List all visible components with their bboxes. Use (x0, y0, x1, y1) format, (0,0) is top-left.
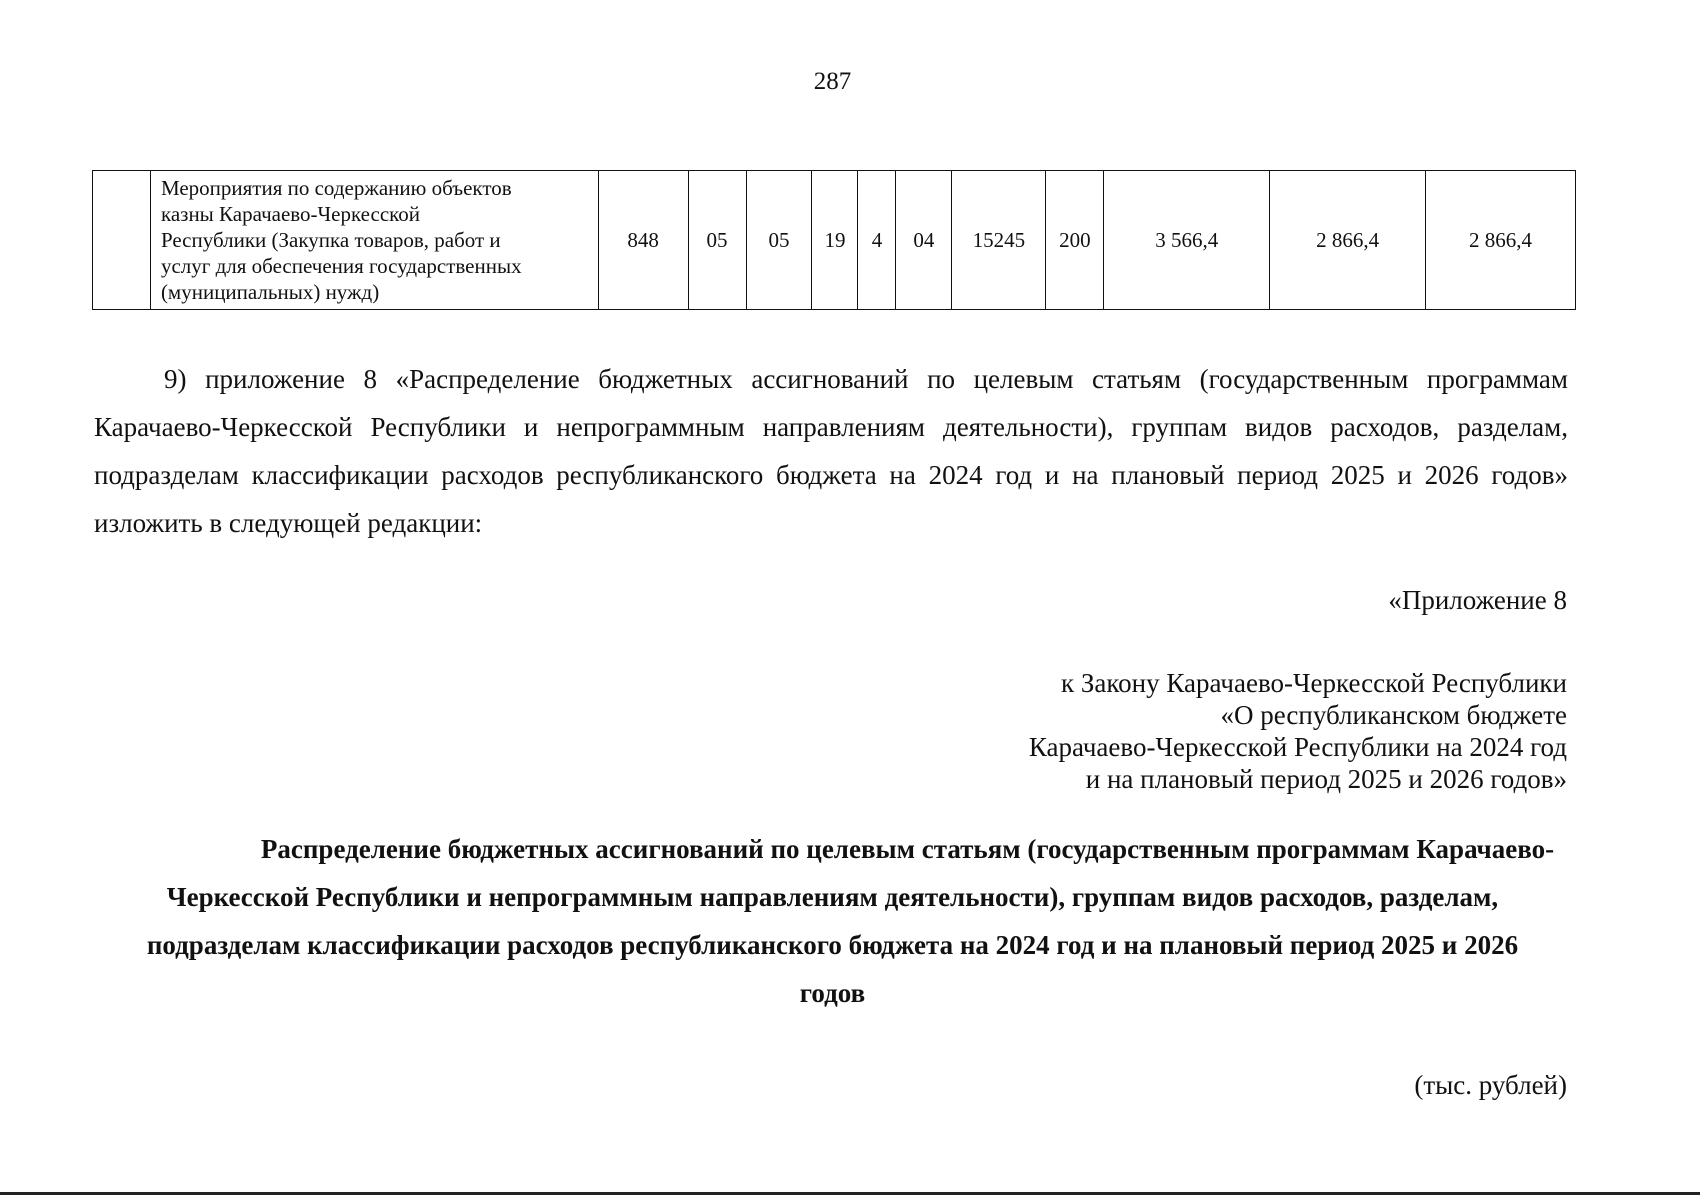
description-line: казны Карачаево-Черкесской (160, 202, 421, 226)
amount-cell-2026: 2 866,4 (1426, 171, 1576, 310)
title-line: Черкесской Республики и непрограммным направлениям деятельности), группам видов расходов, разделам, (166, 882, 1499, 912)
law-reference-line: Карачаево-Черкесской Республики на 2024 год (1028, 732, 1567, 762)
units-label: (тыс. рублей) (1414, 1070, 1567, 1100)
amount-cell-2025: 2 866,4 (1270, 171, 1426, 310)
appendix-label: «Приложение 8 (1388, 585, 1567, 615)
description-line: услуг для обеспечения государственных (160, 254, 522, 278)
law-reference (1029, 667, 1567, 795)
budget-table (92, 170, 1576, 310)
row-description-cell (150, 171, 598, 310)
law-reference-line: к Закону Карачаево-Черкесской Республики (1061, 668, 1567, 698)
code-cell-subprogram: 4 (858, 171, 896, 310)
table-row (93, 171, 1576, 310)
title-line: подразделам классификации расходов республиканского бюджета на 2024 год и на плановый период 2025 и 2026 (146, 930, 1519, 960)
document-title (0, 825, 1665, 1017)
description-line: Мероприятия по содержанию объектов (160, 176, 512, 200)
law-reference-line: и на плановый период 2025 и 2026 годов» (1085, 764, 1567, 794)
amendment-paragraph: 9) приложение 8 «Распределение бюджетных ассигнований по целевым статьям (государственным программам Карачаево-Черкесской Республики и непрограммным направлениям деятельности), группам видов расходов, разделам, подразделам классификации расходов республиканского бюджета на 2024 год и на плановый период 2025 и 2026 годов» изложить в следующей редакции: (94, 364, 1568, 538)
code-cell-ministry: 848 (598, 171, 688, 310)
title-line: годов (799, 978, 866, 1008)
title-line: Распределение бюджетных ассигнований по целевым статьям (государственным программам Карачаево- (260, 834, 1555, 864)
code-cell-subsection: 05 (746, 171, 812, 310)
code-cell-activity: 04 (896, 171, 952, 310)
row-number-cell (93, 171, 151, 310)
page-bottom-rule (0, 1192, 1700, 1195)
description-line: (муниципальных) нужд) (160, 280, 380, 304)
code-cell-direction: 15245 (952, 171, 1046, 310)
code-cell-section: 05 (688, 171, 746, 310)
law-reference-line: «О республиканском бюджете (1220, 700, 1567, 730)
amount-cell-2024: 3 566,4 (1104, 171, 1270, 310)
page-number: 287 (813, 68, 852, 95)
code-cell-program: 19 (812, 171, 858, 310)
description-line: Республики (Закупка товаров, работ и (160, 228, 501, 252)
code-cell-expense-type: 200 (1046, 171, 1104, 310)
